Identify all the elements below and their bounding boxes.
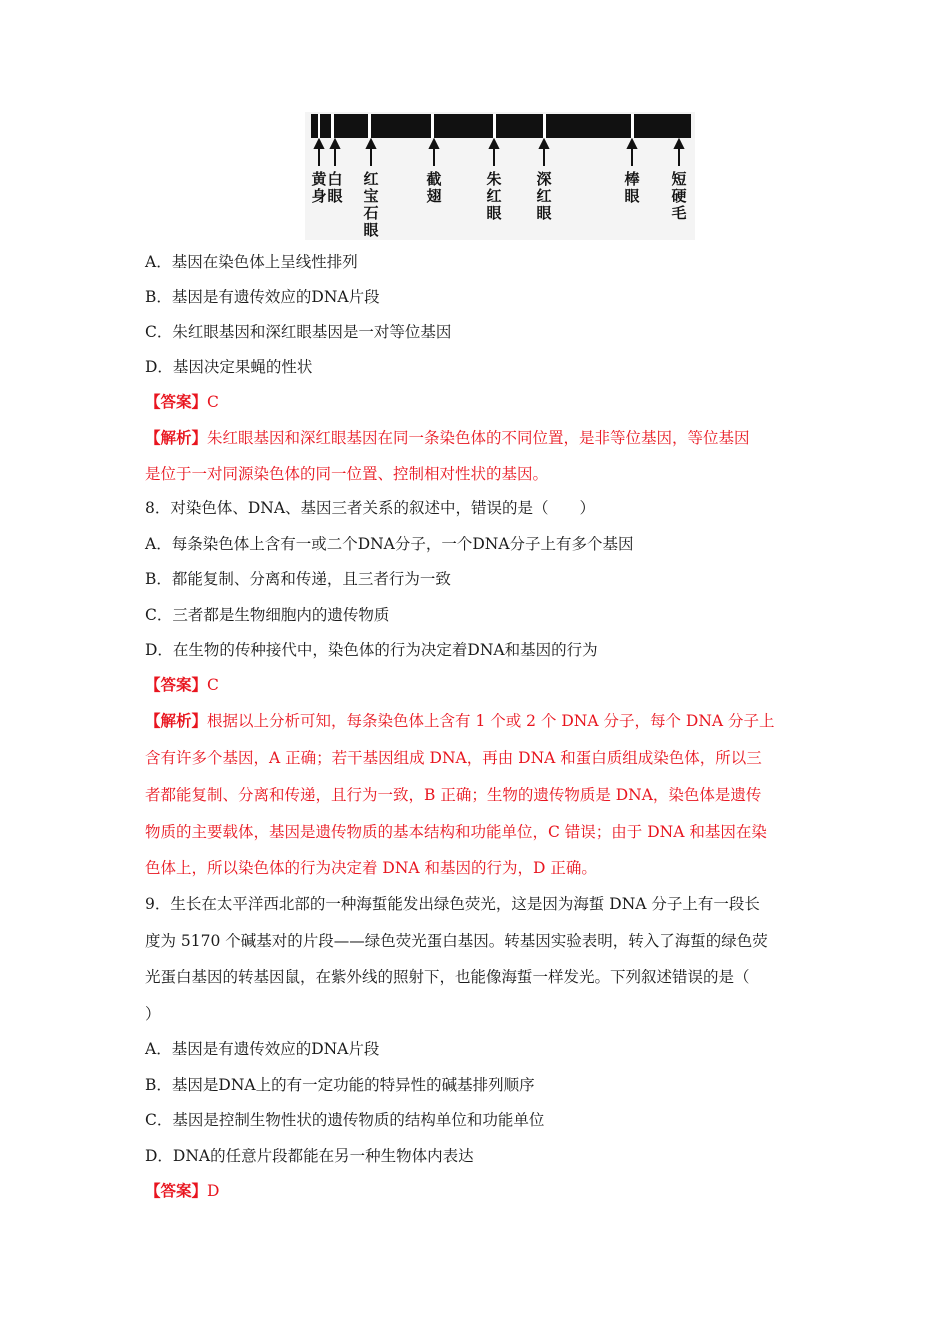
gene-label-duanyingmao: 短硬毛: [671, 170, 687, 222]
q7-analysis-line2: 是位于一对同源染色体的同一位置、控制相对性状的基因。: [145, 465, 549, 483]
q7-option-b: B．基因是有遗传效应的DNA片段: [145, 288, 380, 306]
q8-option-a: A．每条染色体上含有一或二个DNA分子，一个DNA分子上有多个基因: [145, 535, 634, 553]
answer-value: D: [207, 1182, 220, 1200]
band-gap: [431, 114, 434, 138]
q7-option-d: D．基因决定果蝇的性状: [145, 358, 313, 376]
q9-option-a: A．基因是有遗传效应的DNA片段: [145, 1040, 380, 1058]
analysis-text: 朱红眼基因和深红眼基因在同一条染色体的不同位置，是非等位基因，等位基因: [207, 429, 750, 447]
gene-label-jiechi: 截翅: [426, 170, 442, 205]
q8-analysis-line3: 者都能复制、分离和传递，且行为一致，B 正确；生物的遗传物质是 DNA，染色体是遗传: [145, 786, 762, 804]
analysis-tag: 【解析】: [145, 428, 208, 447]
answer-tag: 【答案】: [145, 1181, 208, 1200]
q7-answer: [145, 391, 825, 413]
q7-option-a: A．基因在染色体上呈线性排列: [145, 253, 358, 271]
q7-option-c: C．朱红眼基因和深红眼基因是一对等位基因: [145, 323, 452, 341]
gene-label-baiyan: 白眼: [327, 170, 343, 205]
q8-analysis-line5: 色体上，所以染色体的行为决定着 DNA 和基因的行为，D 正确。: [145, 859, 597, 877]
gene-label-hongbaoshiyan: 红宝石眼: [363, 170, 379, 239]
q9-option-d: D．DNA的任意片段都能在另一种生物体内表达: [145, 1147, 474, 1165]
analysis-tag: 【解析】: [145, 711, 208, 730]
gene-map-svg: [305, 112, 695, 240]
gene-label-shenhongyan: 深红眼: [536, 170, 552, 222]
q7-analysis-line1: [145, 427, 825, 449]
answer-tag: 【答案】: [145, 675, 208, 694]
band-gap: [493, 114, 496, 138]
q9-stem-line2: 度为 5170 个碱基对的片段——绿色荧光蛋白基因。转基因实验表明，转入了海蜇的绿色荧: [145, 932, 768, 950]
band-gap: [368, 114, 371, 138]
q8-option-d: D．在生物的传种接代中，染色体的行为决定着DNA和基因的行为: [145, 641, 598, 659]
q9-stem-line4: ）: [145, 1005, 161, 1023]
answer-value: C: [207, 676, 219, 694]
q8-option-b: B．都能复制、分离和传递，且三者行为一致: [145, 570, 451, 588]
q9-option-c: C．基因是控制生物性状的遗传物质的结构单位和功能单位: [145, 1111, 545, 1129]
q9-answer: [145, 1180, 825, 1202]
gene-label-bangyan: 棒眼: [624, 170, 640, 205]
analysis-text: 根据以上分析可知，每条染色体上含有 1 个或 2 个 DNA 分子，每个 DNA 分子上: [207, 712, 775, 730]
answer-value: C: [207, 393, 219, 411]
q8-analysis-line1: [145, 710, 825, 732]
chromosome-gene-map: [305, 112, 695, 240]
q8-analysis-line2: 含有许多个基因，A 正确；若干基因组成 DNA，再由 DNA 和蛋白质组成染色体，所以三: [145, 749, 762, 767]
gene-label-zhuhongyan: 朱红眼: [486, 170, 502, 222]
band-gap: [631, 114, 634, 138]
q8-answer: [145, 674, 825, 696]
gene-label-huangshen: 黄身: [311, 170, 327, 205]
q8-analysis-line4: 物质的主要载体，基因是遗传物质的基本结构和功能单位，C 错误；由于 DNA 和基因在染: [145, 823, 767, 841]
q8-stem: 8．对染色体、DNA、基因三者关系的叙述中，错误的是（ ）: [145, 499, 596, 517]
q9-option-b: B．基因是DNA上的有一定功能的特异性的碱基排列顺序: [145, 1076, 535, 1094]
q8-option-c: C．三者都是生物细胞内的遗传物质: [145, 606, 390, 624]
band-gap: [543, 114, 546, 138]
band-gap: [318, 114, 320, 138]
q9-stem-line3: 光蛋白基因的转基因鼠，在紫外线的照射下，也能像海蜇一样发光。下列叙述错误的是（: [145, 968, 750, 986]
answer-tag: 【答案】: [145, 392, 208, 411]
q9-stem-line1: 9．生长在太平洋西北部的一种海蜇能发出绿色荧光，这是因为海蜇 DNA 分子上有一段长: [145, 895, 760, 913]
band-gap: [331, 114, 334, 138]
